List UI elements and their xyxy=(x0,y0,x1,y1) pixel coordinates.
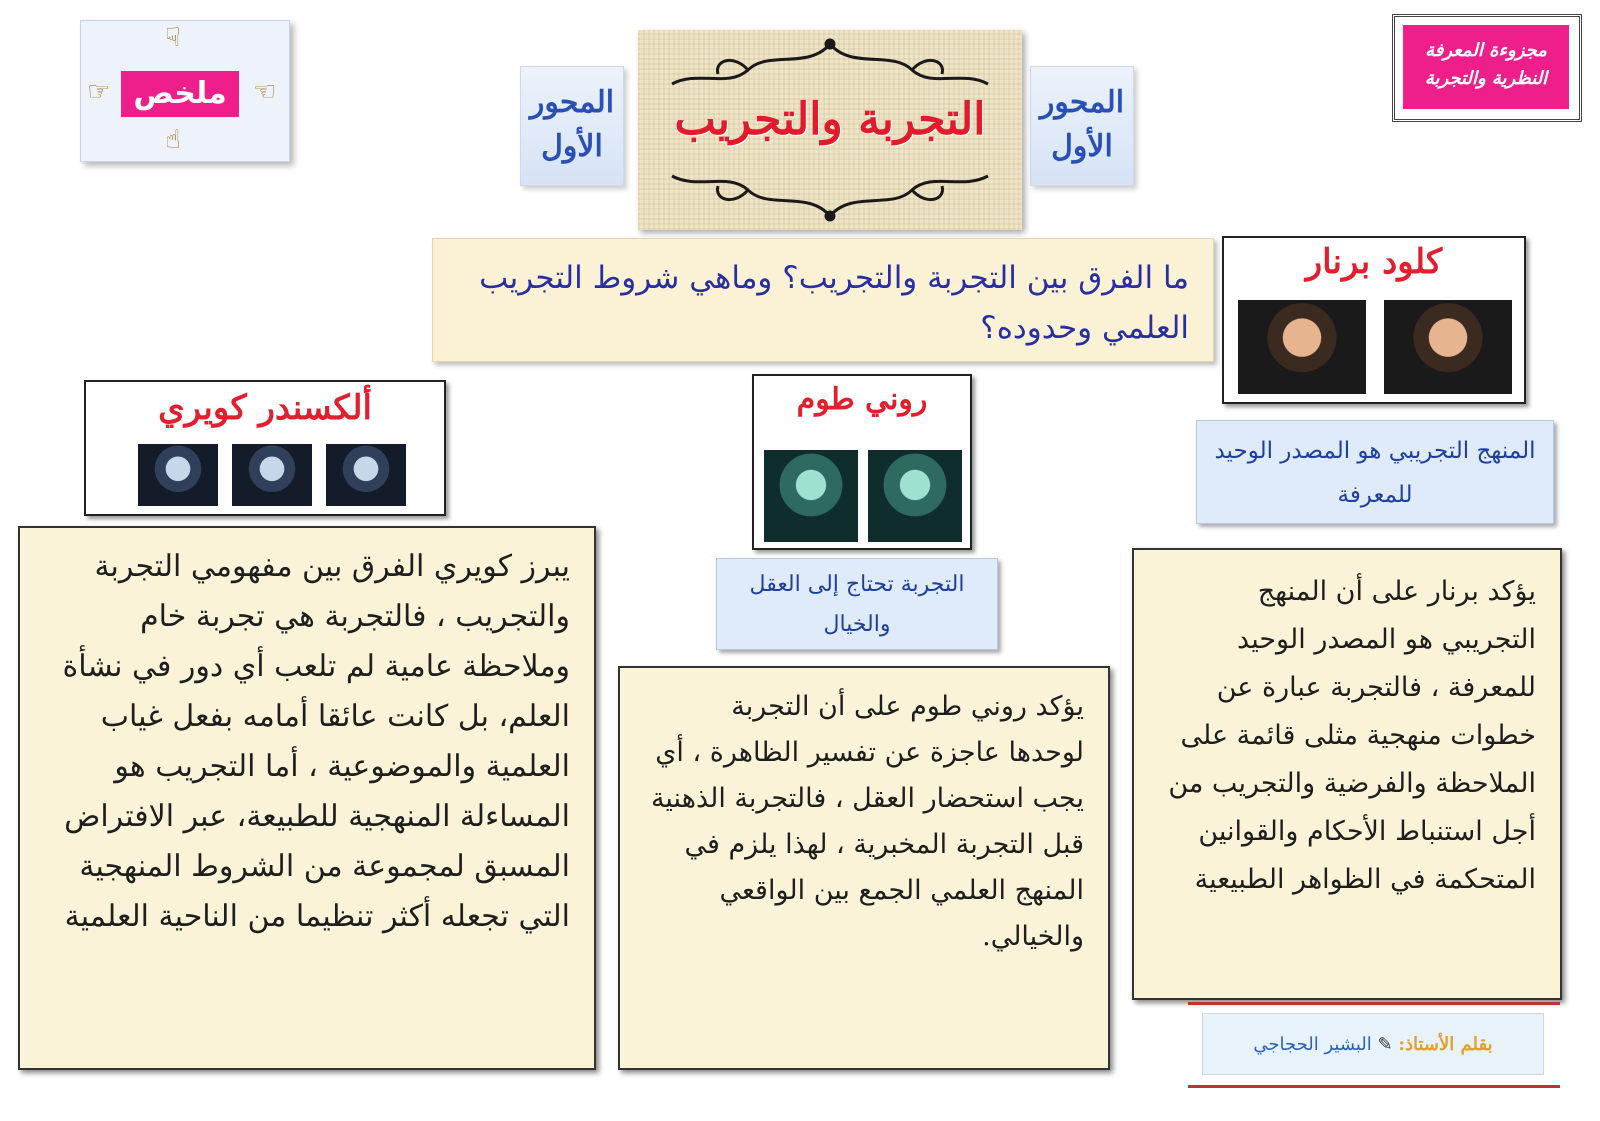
philosopher-name-koyre: ألكسندر كويري xyxy=(158,388,372,428)
author-signature-box xyxy=(1202,1013,1544,1075)
author-name: البشير الحجاجي xyxy=(1253,1034,1372,1055)
author-signature xyxy=(1188,1002,1560,1088)
summary-label: ملخص xyxy=(121,71,239,117)
philosopher-name-thom: روني طوم xyxy=(796,382,928,417)
paragraph-thom-text: يؤكد روني طوم على أن التجربة لوحدها عاجزة عن تفسير الظاهرة ، أي يجب استحضار العقل ، فالتجربة الذهنية قبل التجربة المخبرية ، لهذا يلزم في المنهج العلمي الجمع بين الواقعي والخيالي. xyxy=(650,691,1084,952)
portrait-photo xyxy=(232,444,312,506)
author-title: بقلم الأستاذ: xyxy=(1398,1034,1493,1055)
caption-thom: التجربة تحتاج إلى العقل والخيال xyxy=(716,558,998,650)
axis-tag-right: المحور الأول xyxy=(1030,66,1134,186)
page-title: التجربة والتجريب xyxy=(674,94,986,145)
axis-tag-left: المحور الأول xyxy=(520,66,624,186)
caption-bernard: المنهج التجريبي هو المصدر الوحيد للمعرفة xyxy=(1196,420,1554,524)
portrait-photo xyxy=(868,450,962,542)
portrait-box-bernard xyxy=(1222,236,1526,404)
portrait-box-thom xyxy=(752,374,972,550)
portrait-photo xyxy=(1238,300,1366,394)
pointing-hand-right-icon: ☞ xyxy=(87,77,111,107)
paragraph-bernard-text: يؤكد برنار على أن المنهج التجريبي هو المصدر الوحيد للمعرفة ، فالتجربة عبارة عن خطوات منهجية مثلى قائمة على الملاحظة والفرضية والتجريب من أجل استنباط الأحكام والقوانين المتحكمة في الظواهر الطبيعية xyxy=(1168,576,1536,895)
problem-question-text: ما الفرق بين التجربة والتجريب؟ وماهي شروط التجريب العلمي وحدوده؟ xyxy=(479,260,1189,346)
paragraph-thom xyxy=(618,666,1110,1070)
portrait-box-koyre xyxy=(84,380,446,516)
paragraph-bernard xyxy=(1132,548,1562,1000)
problem-question xyxy=(432,238,1214,362)
summary-card xyxy=(80,20,290,162)
portrait-photo xyxy=(764,450,858,542)
pointing-hand-down-icon: ☟ xyxy=(165,23,181,53)
portrait-photo xyxy=(138,444,218,506)
title-banner xyxy=(638,30,1022,230)
pen-icon: ✎ xyxy=(1371,1034,1393,1055)
pointing-hand-up-icon: ☝ xyxy=(165,125,181,155)
portrait-photo xyxy=(326,444,406,506)
pointing-hand-left-icon: ☜ xyxy=(253,77,277,107)
portrait-photo xyxy=(1384,300,1512,394)
philosopher-name-bernard: كلود برنار xyxy=(1305,242,1443,282)
module-label: مجزوءة المعرفة النظرية والتجربة xyxy=(1403,25,1569,109)
paragraph-koyre-text: يبرز كويري الفرق بين مفهومي التجربة والتجريب ، فالتجربة هي تجربة خام وملاحظة عامية لم تلعب أي دور في نشأة العلم، بل كانت عائقا أمامه بفعل غياب العلمية والموضوعية ، أما التجريب هو المساءلة المنهجية للطبيعة، عبر الافتراض المسبق لمجموعة من الشروط المنهجية التي تجعله أكثر تنظيما من الناحية العلمية xyxy=(62,549,570,934)
paragraph-koyre xyxy=(18,526,596,1070)
module-label-frame xyxy=(1392,14,1582,122)
